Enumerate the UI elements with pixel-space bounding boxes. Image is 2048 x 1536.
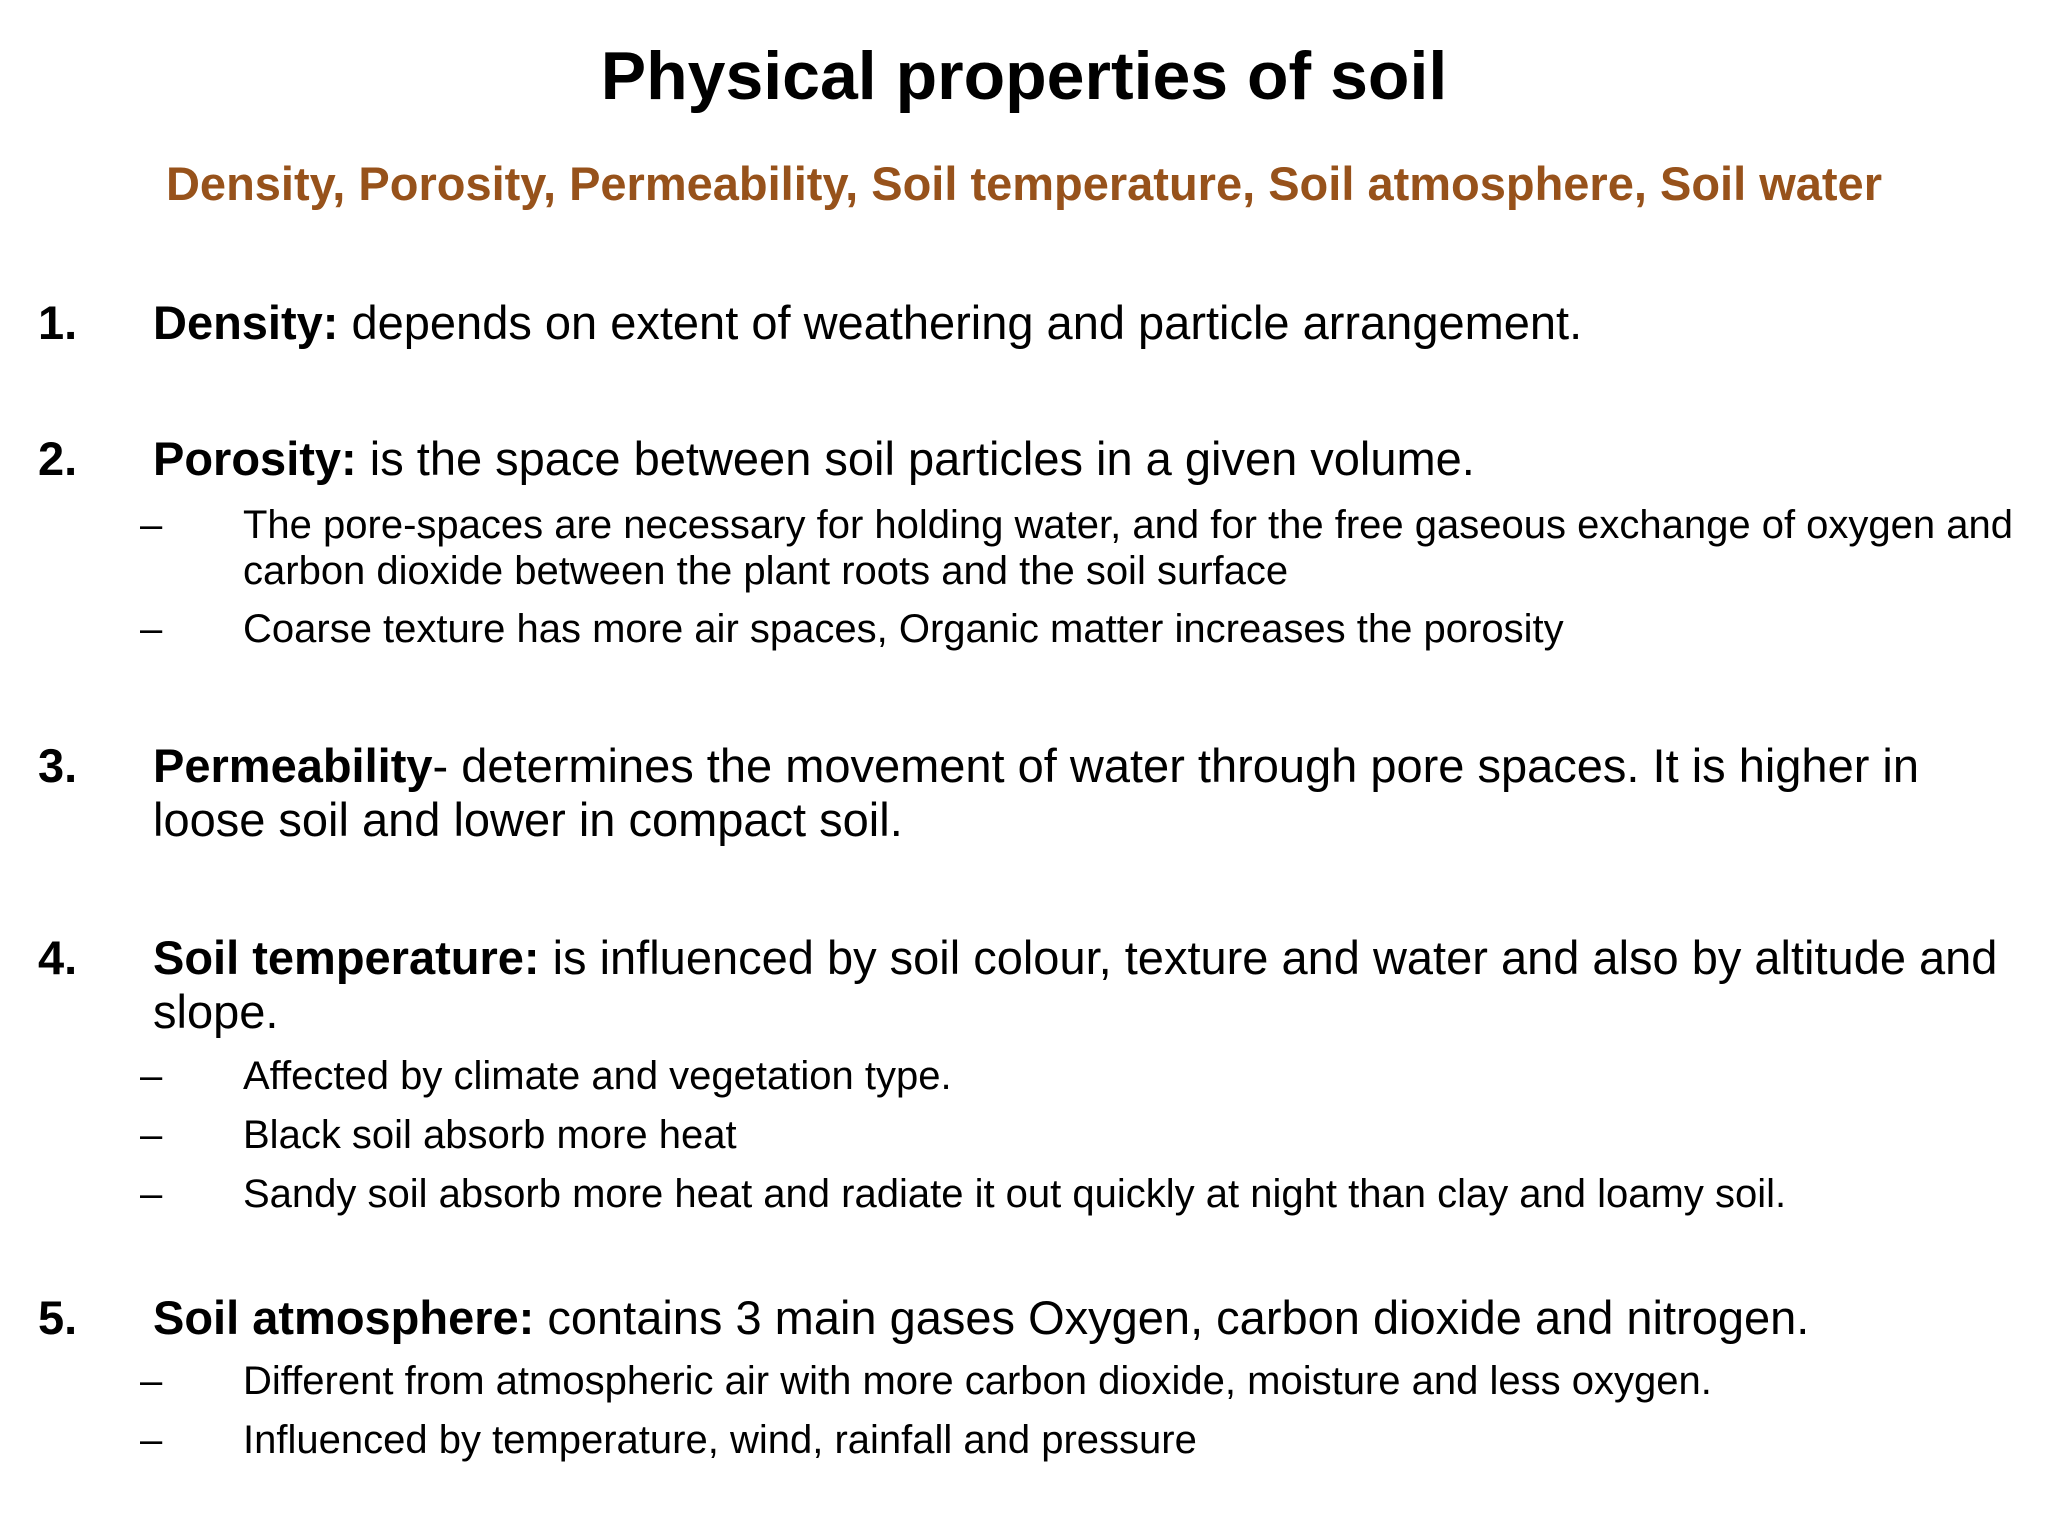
dash-bullet: –: [140, 1113, 163, 1157]
item-text: [153, 1291, 2003, 1345]
item-body: - determines the movement of water through pore spaces. It is higher in loose soil and lower in compact soil.: [153, 739, 1919, 846]
item-text: [153, 931, 2003, 1039]
item-text: [153, 432, 2003, 486]
item-label: Soil atmosphere:: [153, 1291, 535, 1344]
sub-item-text: Different from atmospheric air with more carbon dioxide, moisture and less oxygen.: [243, 1359, 1712, 1403]
item-label: Soil temperature:: [153, 931, 540, 984]
dash-bullet: –: [140, 1418, 163, 1462]
item-number: 3.: [38, 739, 78, 792]
dash-bullet: –: [140, 1172, 163, 1216]
item-body: depends on extent of weathering and particle arrangement.: [338, 296, 1583, 349]
dash-bullet: –: [140, 607, 163, 651]
sub-item-text: Influenced by temperature, wind, rainfall and pressure: [243, 1418, 1197, 1462]
sub-item-text: The pore-spaces are necessary for holding water, and for the free gaseous exchange of oxygen and carbon dioxide between the plant roots and the soil surface: [243, 503, 2013, 593]
dash-bullet: –: [140, 503, 163, 547]
item-number: 4.: [38, 931, 78, 984]
slide-title: Physical properties of soil: [600, 38, 1448, 114]
item-number: 2.: [38, 432, 78, 485]
sub-item-text: Black soil absorb more heat: [243, 1113, 737, 1157]
sub-item-text: Affected by climate and vegetation type.: [243, 1054, 952, 1098]
sub-item-text: Coarse texture has more air spaces, Organic matter increases the porosity: [243, 607, 1564, 651]
item-body: contains 3 main gases Oxygen, carbon dioxide and nitrogen.: [534, 1291, 1810, 1344]
item-number: 1.: [38, 296, 78, 349]
slide-subtitle: Density, Porosity, Permeability, Soil temperature, Soil atmosphere, Soil water: [165, 157, 1882, 210]
item-body: is influenced by soil colour, texture and water and also by altitude and slope.: [153, 931, 1998, 1038]
item-label: Permeability: [153, 739, 433, 792]
item-label: Density:: [153, 296, 339, 349]
item-label: Porosity:: [153, 432, 357, 485]
item-text: [153, 296, 2003, 350]
sub-item-text: Sandy soil absorb more heat and radiate it out quickly at night than clay and loamy soil.: [243, 1172, 1787, 1216]
item-body: is the space between soil particles in a given volume.: [356, 432, 1475, 485]
dash-bullet: –: [140, 1359, 163, 1403]
item-text: [153, 739, 2003, 847]
item-number: 5.: [38, 1291, 78, 1344]
dash-bullet: –: [140, 1054, 163, 1098]
